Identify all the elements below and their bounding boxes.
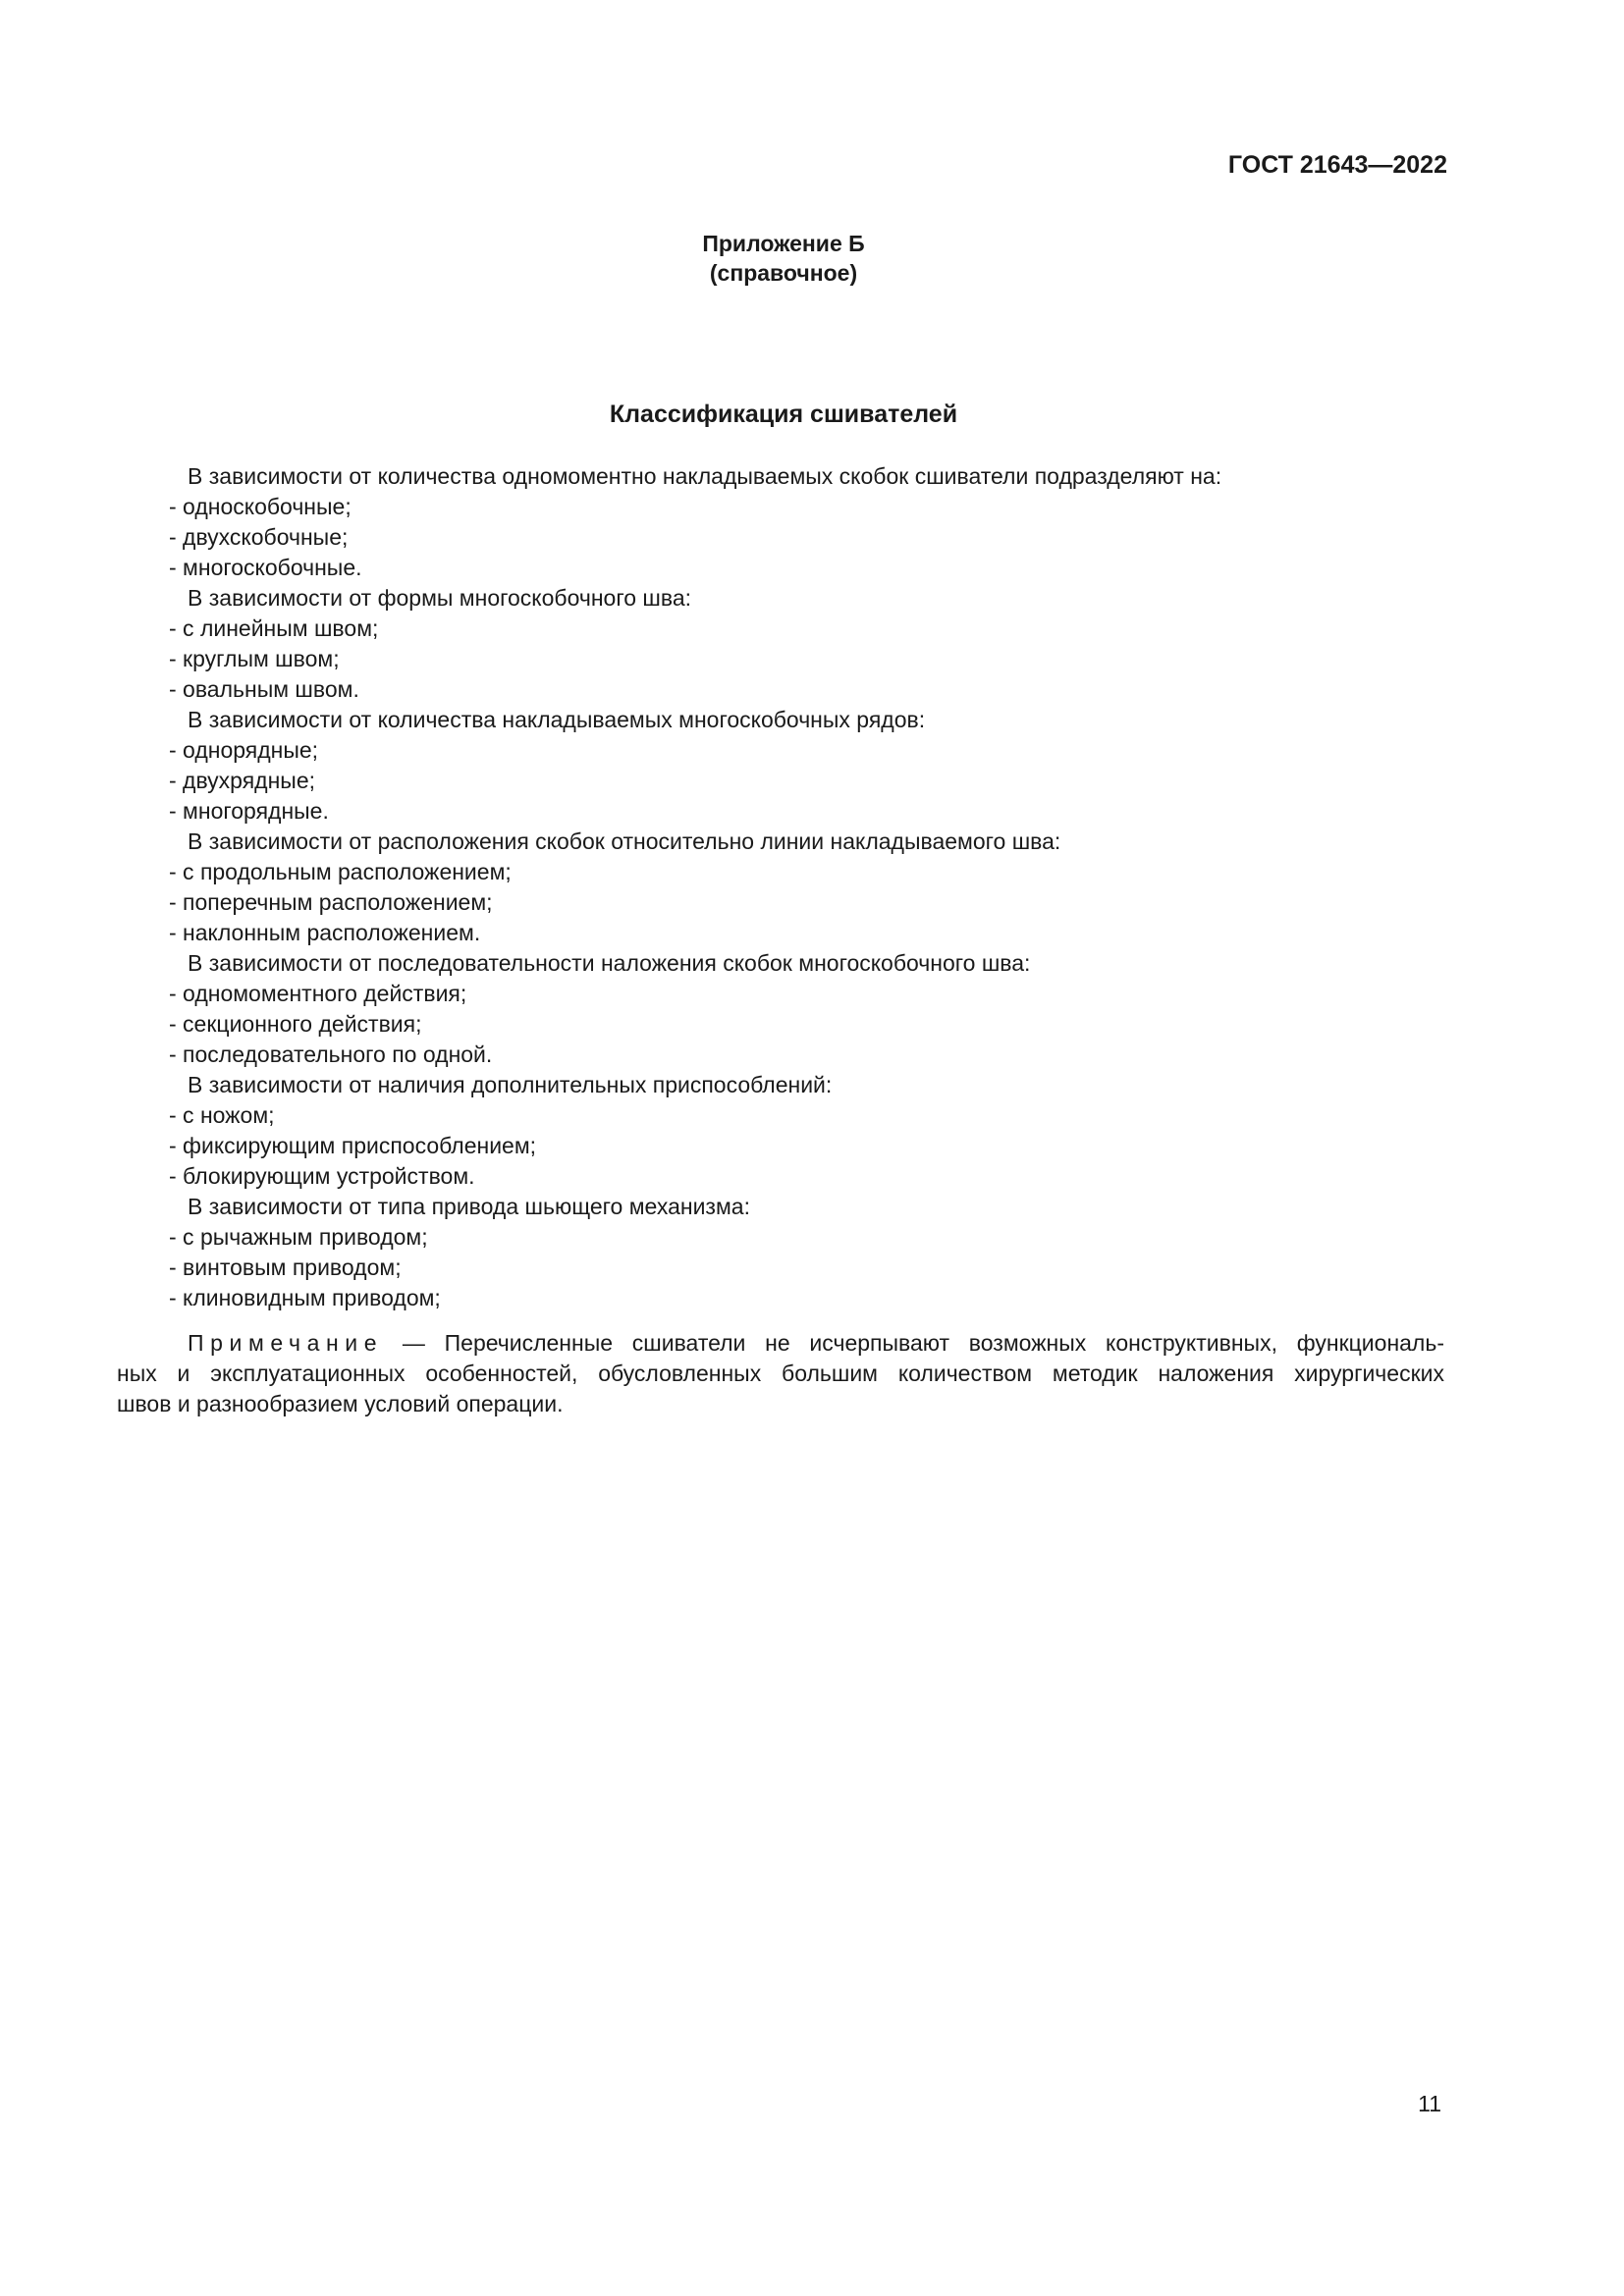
note-line-3: швов и разнообразием условий операции. bbox=[117, 1391, 564, 1416]
list-item: - последовательного по одной. bbox=[169, 1041, 493, 1067]
classification-criterion: В зависимости от расположения скобок относительно линии накладываемого шва: bbox=[188, 828, 1061, 854]
list-item: - однорядные; bbox=[169, 737, 319, 763]
list-item: - секционного действия; bbox=[169, 1011, 422, 1037]
list-item: - круглым швом; bbox=[169, 646, 340, 671]
classification-criterion: В зависимости от количества одномоментно накладываемых скобок сшиватели подразделяют на: bbox=[188, 463, 1222, 489]
list-item: - поперечным расположением; bbox=[169, 889, 493, 915]
list-item: - многоскобочные. bbox=[169, 555, 362, 580]
appendix-label: Приложение Б bbox=[702, 231, 865, 256]
appendix-heading bbox=[0, 229, 1567, 288]
note-line-1 bbox=[117, 1328, 1444, 1359]
list-item: - блокирующим устройством. bbox=[169, 1163, 475, 1189]
note-label: Примечание bbox=[188, 1330, 384, 1356]
page-number: 11 bbox=[1418, 2091, 1441, 2116]
list-item: - многорядные. bbox=[169, 798, 329, 824]
list-item: - с линейным швом; bbox=[169, 615, 379, 641]
list-item: - наклонным расположением. bbox=[169, 920, 481, 945]
list-item: - двухскобочные; bbox=[169, 524, 349, 550]
note-paragraph bbox=[117, 1328, 1444, 1419]
list-item: - винтовым приводом; bbox=[169, 1255, 402, 1280]
list-item: - с продольным расположением; bbox=[169, 859, 512, 884]
list-item: - клиновидным приводом; bbox=[169, 1285, 441, 1310]
list-item: - двухрядные; bbox=[169, 768, 316, 793]
list-item: - с рычажным приводом; bbox=[169, 1224, 428, 1250]
list-item: - односкобочные; bbox=[169, 494, 352, 519]
classification-criterion: В зависимости от количества накладываемых многоскобочных рядов: bbox=[188, 707, 926, 732]
section-title: Классификация сшивателей bbox=[609, 400, 958, 428]
list-item: - овальным швом. bbox=[169, 676, 359, 702]
classification-criterion: В зависимости от формы многоскобочного шва: bbox=[188, 585, 691, 611]
list-item: - фиксирующим приспособлением; bbox=[169, 1133, 537, 1158]
document-code: ГОСТ 21643—2022 bbox=[1227, 151, 1447, 179]
list-item: - с ножом; bbox=[169, 1102, 275, 1128]
classification-criterion: В зависимости от наличия дополнительных приспособлений: bbox=[188, 1072, 833, 1097]
note-text-1: — Перечисленные сшиватели не исчерпывают возможных конструктивных, функциональ- bbox=[383, 1330, 1444, 1356]
classification-criterion: В зависимости от типа привода шьющего механизма: bbox=[188, 1194, 750, 1219]
appendix-kind: (справочное) bbox=[709, 260, 858, 286]
classification-criterion: В зависимости от последовательности наложения скобок многоскобочного шва: bbox=[188, 950, 1031, 976]
note-line-2: ных и эксплуатационных особенностей, обусловленных большим количеством методик наложения хирургических bbox=[117, 1361, 1444, 1386]
list-item: - одномоментного действия; bbox=[169, 981, 467, 1006]
